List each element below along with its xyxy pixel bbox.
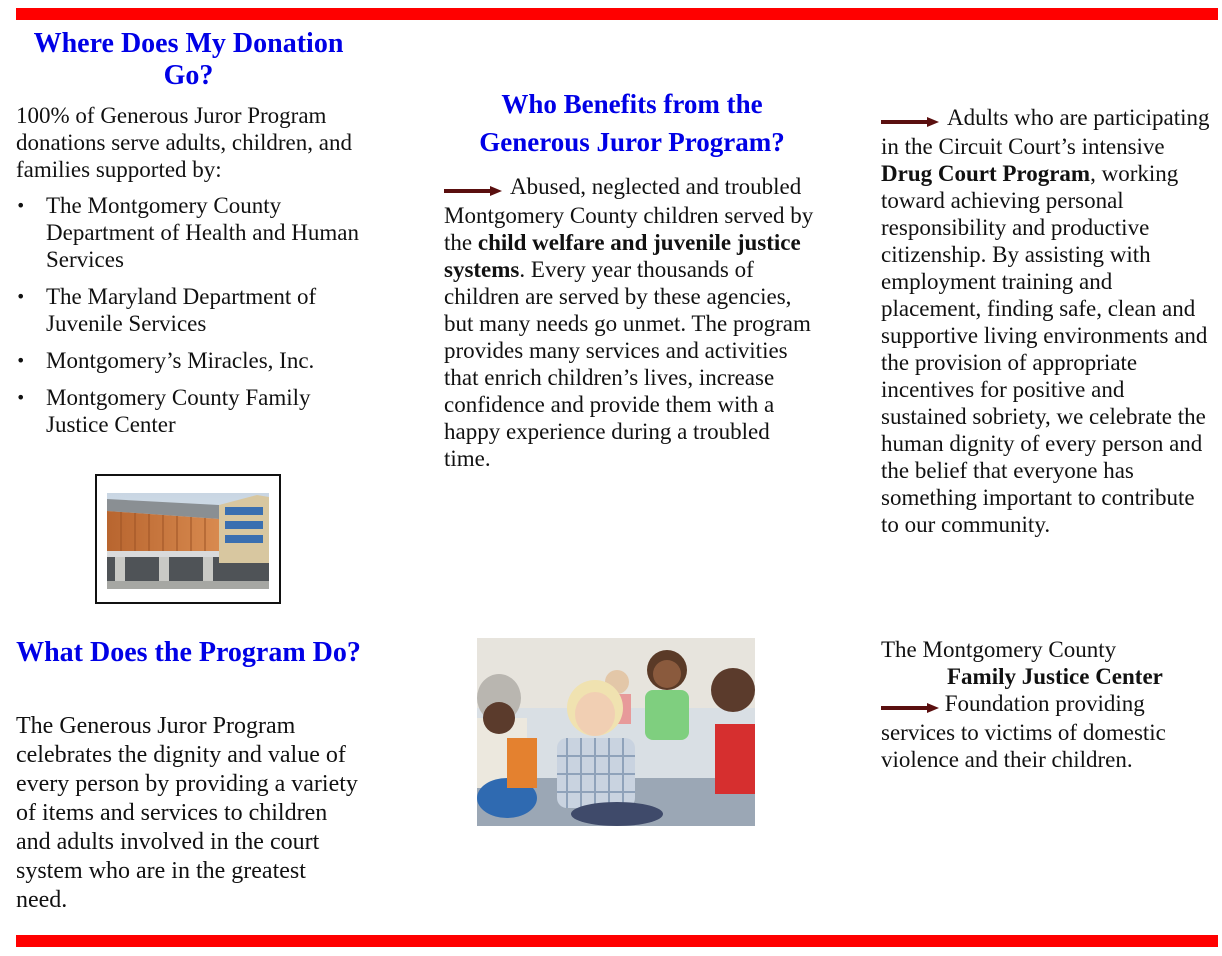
- bottom-red-rule: [16, 935, 1218, 947]
- children-lead: Abused, neglected and troubled Montgomery County children served by the: [444, 174, 814, 256]
- list-item: • Montgomery County Family Justice Center: [16, 384, 361, 438]
- drug-court-paragraph: [881, 104, 1211, 538]
- drug-court-rest: , working toward achieving personal responsibility and productive citizenship. By assisting with employment training and placement, finding safe, clean and supportive living environments and the provision of appropriate incentives for positive and sustained sobriety, we celebrate the human dignity of every person and the belief that everyone has something important to contribute to our community.: [881, 161, 1208, 538]
- fjc-line1: The Montgomery County: [881, 637, 1117, 662]
- program-heading: What Does the Program Do?: [16, 637, 361, 668]
- arrow-right-icon: [881, 106, 939, 133]
- donation-intro: 100% of Generous Juror Program donations serve adults, children, and families supported by:: [16, 103, 352, 182]
- fjc-paragraph: [881, 636, 1211, 773]
- list-item: • The Montgomery County Department of Health and Human Services: [16, 192, 361, 273]
- drug-court-lead: Adults who are participating in the Circuit Court’s intensive: [881, 105, 1210, 160]
- fjc-rest: Foundation providing services to victims of domestic violence and their children.: [881, 691, 1166, 773]
- fjc-bold: Family Justice Center: [947, 664, 1163, 689]
- top-red-rule: [16, 8, 1218, 20]
- children-paragraph: [444, 173, 820, 472]
- arrow-right-icon: [881, 692, 939, 719]
- drug-court-bold: Drug Court Program: [881, 161, 1091, 187]
- courthouse-image: [107, 493, 269, 589]
- children-bold: child welfare and juvenile justice systems: [444, 230, 801, 283]
- benefits-heading: Who Benefits from the Generous Juror Program?: [479, 89, 785, 157]
- courthouse-photo: [95, 474, 281, 604]
- children-rest: . Every year thousands of children are served by these agencies, but many needs go unmet. The program provides many services and activities that enrich children’s lives, increase confidence and provide them with a happy experience during a troubled time.: [444, 257, 811, 472]
- children-image: [477, 638, 755, 826]
- list-item: • Montgomery’s Miracles, Inc.: [16, 347, 361, 374]
- donation-heading: Where Does My Donation Go?: [33, 28, 344, 91]
- list-item: • The Maryland Department of Juvenile Services: [16, 283, 361, 337]
- agency-list: [16, 192, 361, 448]
- program-description: The Generous Juror Program celebrates the dignity and value of every person by providing a variety of items and services to children and adults involved in the court system who are in the greatest need.: [16, 713, 358, 913]
- children-photo: [477, 638, 755, 826]
- arrow-right-icon: [444, 175, 502, 202]
